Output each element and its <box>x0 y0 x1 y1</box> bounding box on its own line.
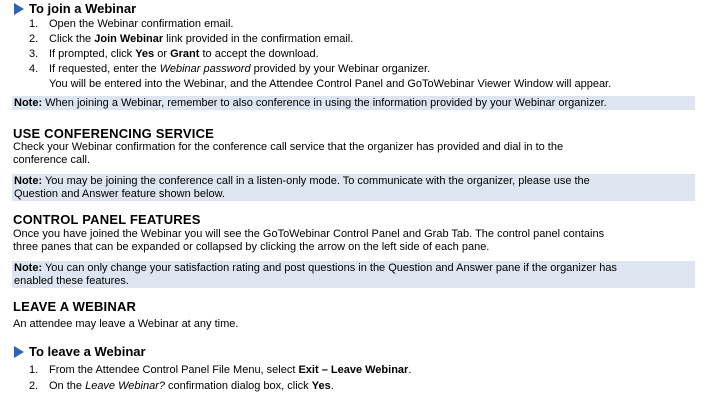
step-text-run: to accept the download. <box>199 48 319 60</box>
join-step-2 <box>22 33 611 46</box>
join-steps-list <box>22 18 612 90</box>
step-number: 2. <box>29 33 39 45</box>
step-text-run: Yes <box>135 48 155 60</box>
step-text-run: Yes <box>311 380 331 392</box>
join-step-4 <box>22 63 612 90</box>
triangle-bullet-icon <box>14 3 24 15</box>
leave-task-heading <box>14 345 146 358</box>
join-step-3 <box>22 48 611 61</box>
conferencing-text <box>13 141 695 167</box>
step-text-run: Open the Webinar confirmation email. <box>49 18 234 30</box>
step-text-run: From the Attendee Control Panel File Menu, select <box>49 364 299 376</box>
step-text <box>49 380 334 392</box>
triangle-bullet-icon <box>14 346 24 358</box>
step-text-run: Click the <box>49 33 95 45</box>
step-number: 3. <box>29 48 39 60</box>
step-text-run: If prompted, click <box>49 48 136 60</box>
step-text <box>49 364 411 376</box>
control-panel-line-2: three panes that can be expanded or collapsed by clicking the arrow on the left side of each pane. <box>13 241 490 253</box>
step-number: 1. <box>29 18 39 30</box>
note-text-line-1: You may be joining the conference call in a listen-only mode. To communicate with the organizer, please use the <box>42 175 590 187</box>
step-text-run: Grant <box>170 48 200 60</box>
step-text <box>49 63 430 75</box>
step-text <box>49 33 353 45</box>
step-text-run: or <box>154 48 171 60</box>
note-joining <box>12 96 695 110</box>
step-text-run: Webinar password <box>159 63 251 75</box>
conferencing-line-1: Check your Webinar confirmation for the conference call service that the organizer has provided and dial in to the <box>13 141 564 153</box>
control-panel-text <box>13 228 695 254</box>
control-panel-line-1: Once you have joined the Webinar you will see the GoToWebinar Control Panel and Grab Tab. The control panel contains <box>13 228 605 240</box>
leave-task-heading-text: To leave a Webinar <box>29 344 146 359</box>
join-heading <box>14 2 136 15</box>
leave-step-1 <box>22 364 411 377</box>
note-text-line-2: Question and Answer feature shown below. <box>14 188 225 200</box>
note-listen-only <box>12 174 695 201</box>
step-text <box>49 18 233 30</box>
join-heading-text: To join a Webinar <box>29 1 137 16</box>
note-text: When joining a Webinar, remember to also conference in using the information provided by your Webinar organizer. <box>42 97 607 109</box>
leave-heading: LEAVE A WEBINAR <box>13 299 137 314</box>
step-continuation: You will be entered into the Webinar, and the Attendee Control Panel and GoToWebinar Viewer Window will appear. <box>49 78 612 90</box>
step-text-run: If requested, enter the <box>49 63 160 75</box>
leave-step-2 <box>22 380 411 393</box>
step-number: 1. <box>29 364 39 376</box>
conferencing-line-2: conference call. <box>13 154 91 166</box>
step-text-run: Leave Webinar? <box>85 380 165 392</box>
note-text-line-1: You can only change your satisfaction rating and post questions in the Question and Answer pane if the organizer has <box>42 262 617 274</box>
join-step-1 <box>22 18 611 31</box>
step-number: 2. <box>29 380 39 392</box>
note-label: Note: <box>14 97 43 109</box>
step-text-run: provided by your Webinar organizer. <box>250 63 431 75</box>
note-text-line-2: enabled these features. <box>14 275 129 287</box>
control-panel-heading: CONTROL PANEL FEATURES <box>13 212 201 227</box>
conferencing-heading: USE CONFERENCING SERVICE <box>13 126 215 141</box>
step-text-run: . <box>330 380 334 392</box>
note-label: Note: <box>14 175 43 187</box>
note-satisfaction <box>12 261 695 288</box>
step-text-run: Exit – Leave Webinar <box>298 364 409 376</box>
leave-text: An attendee may leave a Webinar at any time. <box>13 318 239 330</box>
step-text-run: . <box>408 364 412 376</box>
note-label: Note: <box>14 262 43 274</box>
step-text-run: On the <box>49 380 86 392</box>
leave-steps-list <box>22 364 411 393</box>
step-text <box>49 48 319 60</box>
step-text-run: link provided in the confirmation email. <box>163 33 354 45</box>
step-text-run: confirmation dialog box, click <box>164 380 312 392</box>
step-text-run: Join Webinar <box>94 33 164 45</box>
step-number: 4. <box>29 63 39 75</box>
